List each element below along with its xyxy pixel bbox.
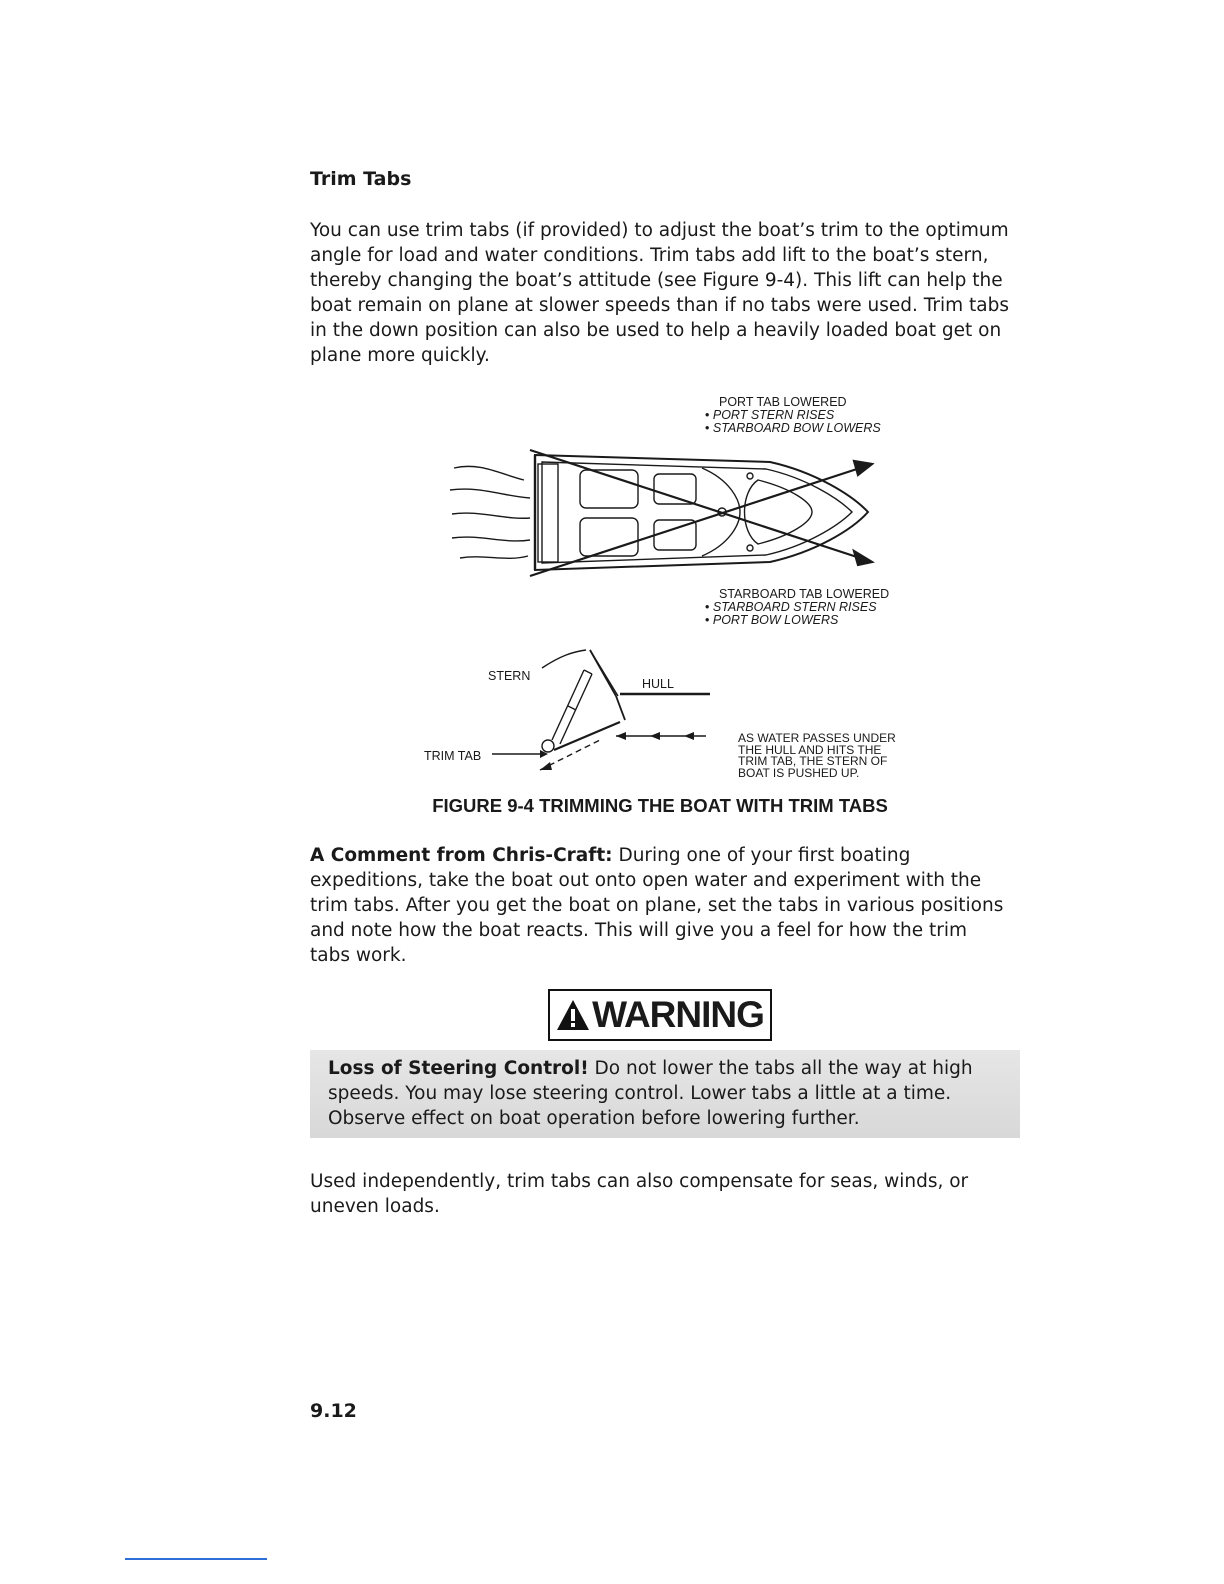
comment-lead: A Comment from Chris-Craft:	[310, 845, 613, 866]
water-note-line: THE HULL AND HITS THE	[738, 742, 882, 757]
port-tab-label	[705, 396, 881, 435]
wake-line	[454, 466, 524, 480]
arrowhead-icon	[650, 732, 660, 740]
comment-paragraph	[310, 843, 1010, 968]
water-note-line: AS WATER PASSES UNDER	[738, 731, 896, 745]
warning-lead: Loss of Steering Control!	[328, 1058, 589, 1079]
wake-line	[452, 537, 530, 541]
arrowhead-icon	[540, 750, 548, 758]
warning-body: Do not lower the tabs all the way at high speeds. You may lose steering control. Lower tabs a little at a time. Observe effect on boat operation before lowering further.	[328, 1058, 973, 1129]
port-bullet-2: • STARBOARD BOW LOWERS	[705, 422, 881, 435]
warning-triangle-icon	[556, 999, 590, 1031]
starboard-bullet-1: • STARBOARD STERN RISES	[705, 601, 889, 614]
figure-caption: FIGURE 9-4 TRIMMING THE BOAT WITH TRIM TABS	[432, 795, 888, 816]
port-bullet-1: • PORT STERN RISES	[705, 409, 881, 422]
page-number: 9.12	[310, 1400, 357, 1422]
intro-paragraph: You can use trim tabs (if provided) to adjust the boat’s trim to the optimum angle for load and water conditions. Trim tabs add lift to the boat’s stern, thereby changing the boat’s attitude (see Figure 9-4). This lift can help the boat remain on plane at slower speeds than if no tabs were used. Trim tabs in the down position can also be used to help a heavily loaded boat get on plane more quickly.	[310, 220, 1009, 366]
water-note-line: TRIM TAB, THE STERN OF	[738, 754, 888, 768]
hull-label: HULL	[642, 677, 674, 691]
stern-leader	[542, 650, 586, 668]
hull-outline	[535, 455, 868, 570]
hull-inner	[542, 462, 852, 563]
trim-tab-label: TRIM TAB	[424, 749, 482, 763]
section-title: Trim Tabs	[310, 168, 412, 190]
starboard-tab-label	[705, 588, 889, 627]
arrowhead-icon	[854, 551, 872, 565]
arrowhead-icon	[854, 461, 872, 475]
wake-line	[450, 489, 530, 498]
warning-label: WARNING	[592, 994, 764, 1035]
port-tab-title: PORT TAB LOWERED	[719, 395, 847, 409]
arrowhead-icon	[540, 762, 552, 770]
closing-paragraph: Used independently, trim tabs can also compensate for seas, winds, or uneven loads.	[310, 1171, 969, 1217]
wake-line	[460, 556, 528, 558]
wake-line	[452, 513, 530, 518]
starboard-bullet-2: • PORT BOW LOWERS	[705, 614, 889, 627]
water-note	[738, 733, 896, 779]
boat-top-view-diagram	[440, 440, 880, 590]
stern-label: STERN	[488, 669, 531, 683]
footer-rule	[125, 1558, 267, 1560]
water-note-line: BOAT IS PUSHED UP.	[738, 765, 860, 780]
comment-body: During one of your first boating expeditions, take the boat out onto open water and experiment with the trim tabs. After you get the boat on plane, set the tabs in various positions and note how the boat reacts. This will give you a feel for how the trim tabs work.	[310, 845, 1004, 966]
starboard-tab-title: STARBOARD TAB LOWERED	[719, 587, 890, 601]
arrowhead-icon	[684, 732, 694, 740]
arrowhead-icon	[616, 732, 626, 740]
warning-header	[548, 989, 772, 1041]
trim-tab-leader	[490, 748, 550, 760]
warning-text	[328, 1056, 1008, 1131]
